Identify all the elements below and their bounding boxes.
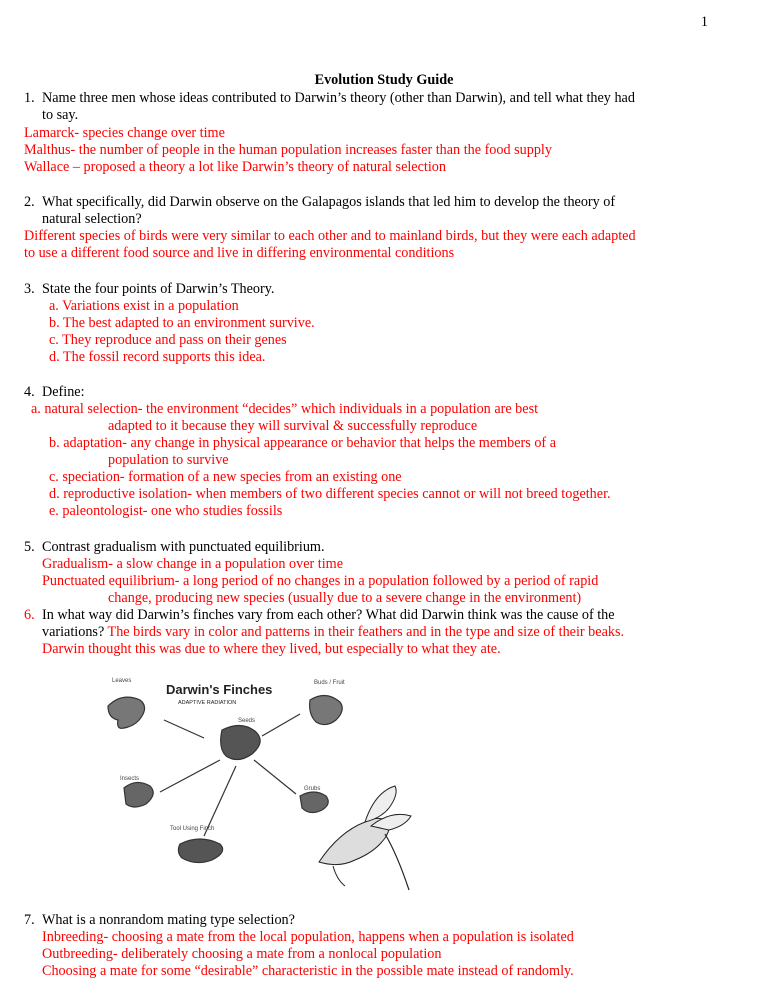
page-number: 1 <box>700 14 708 30</box>
q5-punctuated-line2: change, producing new species (usually due to a severe change in the environment) <box>108 590 582 606</box>
q2-question-line2: natural selection? <box>42 211 142 227</box>
label-leaves: Leaves <box>112 678 132 684</box>
label-tool-using-finch: Tool Using Finch <box>170 826 215 832</box>
label-seeds: Seeds <box>238 718 256 724</box>
hummingbird-illustration <box>313 782 419 900</box>
finch-seeds-icon <box>221 725 261 759</box>
q2-number: 2. <box>24 194 35 210</box>
label-grubs: Grubs <box>304 786 321 792</box>
q4-question: Define: <box>42 384 85 400</box>
q3-point-a: a. Variations exist in a population <box>49 298 239 314</box>
q6-question-line1: In what way did Darwin’s finches vary from each other? What did Darwin think was the cause of the <box>42 607 615 623</box>
q2-question-line1: What specifically, did Darwin observe on the Galapagos islands that led him to develop the theory of <box>42 194 616 210</box>
q3-question: State the four points of Darwin’s Theory. <box>42 281 275 297</box>
q5-gradualism: Gradualism- a slow change in a population over time <box>42 556 344 572</box>
q2-answer-line1: Different species of birds were very similar to each other and to mainland birds, but they were each adapted <box>24 228 636 244</box>
q6-number: 6. <box>24 607 35 623</box>
q3-point-d: d. The fossil record supports this idea. <box>49 349 266 365</box>
q1-answer-malthus: Malthus- the number of people in the human population increases faster than the food supply <box>24 142 552 158</box>
q7-outbreeding: Outbreeding- deliberately choosing a mate from a nonlocal population <box>42 946 442 962</box>
q6-question-line2 <box>42 624 624 641</box>
figure-title: Darwin's Finches <box>166 682 273 697</box>
q7-desirable-characteristic: Choosing a mate for some “desirable” characteristic in the possible mate instead of randomly. <box>42 963 574 979</box>
q4-def-b-line2: population to survive <box>108 452 229 468</box>
q1-answer-lamarck: Lamarck- species change over time <box>24 125 225 141</box>
finch-leaves-icon <box>108 697 145 728</box>
q6-question-variations: variations? <box>42 624 105 640</box>
finch-buds-icon <box>310 695 343 724</box>
q7-number: 7. <box>24 912 35 928</box>
q2-answer-line2: to use a different food source and live in differing environmental conditions <box>24 245 455 261</box>
q4-def-d: d. reproductive isolation- when members of two different species cannot or will not breed together. <box>49 486 611 502</box>
q4-def-a-line2: adapted to it because they will survival & successfully reproduce <box>108 418 478 434</box>
q4-def-c: c. speciation- formation of a new species from an existing one <box>49 469 402 485</box>
q7-inbreeding: Inbreeding- choosing a mate from the local population, happens when a population is isolated <box>42 929 574 945</box>
q6-answer-line2: Darwin thought this was due to where they lived, but especially to what they ate. <box>42 641 501 657</box>
q1-question-line1: Name three men whose ideas contributed to Darwin’s theory (other than Darwin), and tell what they had <box>42 90 635 106</box>
q3-point-c: c. They reproduce and pass on their genes <box>49 332 287 348</box>
q7-question: What is a nonrandom mating type selection? <box>42 912 295 928</box>
q5-question: Contrast gradualism with punctuated equilibrium. <box>42 539 325 555</box>
q4-def-b-line1: b. adaptation- any change in physical appearance or behavior that helps the members of a <box>49 435 557 451</box>
finch-insects-icon <box>124 782 153 807</box>
label-insects: Insects <box>120 776 140 782</box>
q4-def-a-line1: a. natural selection- the environment “decides” which individuals in a population are best <box>31 401 539 417</box>
q4-number: 4. <box>24 384 35 400</box>
q4-def-e: e. paleontologist- one who studies fossils <box>49 503 283 519</box>
finch-tool-using-icon <box>178 839 222 863</box>
q1-answer-wallace: Wallace – proposed a theory a lot like Darwin’s theory of natural selection <box>24 159 446 175</box>
q5-punctuated-line1: Punctuated equilibrium- a long period of no changes in a population followed by a period of rapid <box>42 573 599 589</box>
label-buds-fruit: Buds / Fruit <box>314 680 345 686</box>
figure-subtitle: ADAPTIVE RADIATION <box>178 700 237 706</box>
q5-number: 5. <box>24 539 35 555</box>
q3-number: 3. <box>24 281 35 297</box>
q3-point-b: b. The best adapted to an environment survive. <box>49 315 315 331</box>
q1-number: 1. <box>24 90 35 106</box>
q1-question-line2: to say. <box>42 107 79 123</box>
document-title: Evolution Study Guide <box>314 72 454 88</box>
hummingbird-icon <box>313 782 419 900</box>
q6-answer-line1: The birds vary in color and patterns in their feathers and in the type and size of their beaks. <box>104 624 625 640</box>
